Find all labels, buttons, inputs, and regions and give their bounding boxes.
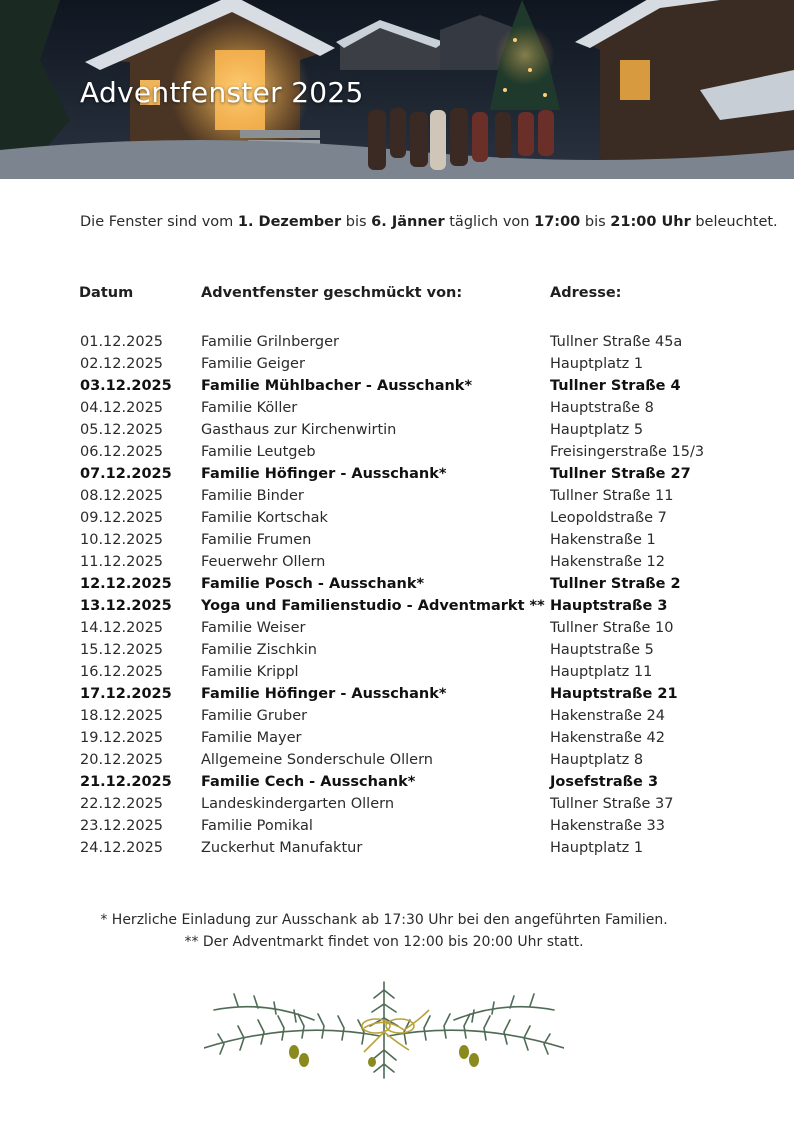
row-name: Yoga und Familienstudio - Adventmarkt ** [201, 598, 545, 614]
table-row [0, 487, 794, 509]
row-name: Familie Cech - Ausschank* [201, 774, 416, 790]
row-date: 20.12.2025 [80, 752, 164, 768]
row-address: Hauptplatz 1 [550, 356, 644, 372]
row-address: Hauptstraße 3 [550, 598, 668, 614]
row-date: 08.12.2025 [80, 488, 164, 504]
row-address: Hakenstraße 1 [550, 532, 656, 548]
row-date: 18.12.2025 [80, 708, 164, 724]
row-name: Familie Krippl [201, 664, 299, 680]
table-row [0, 839, 794, 861]
row-address: Josefstraße 3 [550, 774, 659, 790]
row-name: Familie Geiger [201, 356, 305, 372]
table-row [0, 421, 794, 443]
table-row [0, 663, 794, 685]
row-address: Hauptplatz 5 [550, 422, 644, 438]
row-address: Tullner Straße 4 [550, 378, 681, 394]
intro-from-time: 17:00 [534, 214, 581, 230]
intro-part5: beleuchtet. [690, 214, 778, 230]
row-date: 09.12.2025 [80, 510, 164, 526]
row-name: Zuckerhut Manufaktur [201, 840, 363, 856]
row-address: Tullner Straße 2 [550, 576, 681, 592]
row-date: 03.12.2025 [80, 378, 172, 394]
row-address: Hakenstraße 12 [550, 554, 665, 570]
schedule-table [0, 333, 794, 861]
intro-start-date: 1. Dezember [237, 214, 342, 230]
intro-text [80, 214, 778, 230]
intro-end-date: 6. Jänner [371, 214, 445, 230]
row-date: 24.12.2025 [80, 840, 164, 856]
row-name: Familie Zischkin [201, 642, 317, 658]
row-address: Hauptplatz 1 [550, 840, 644, 856]
row-address: Hauptstraße 8 [550, 400, 654, 416]
row-address: Hauptplatz 11 [550, 664, 653, 680]
intro-part3: täglich von [444, 214, 535, 230]
table-row [0, 575, 794, 597]
row-date: 23.12.2025 [80, 818, 164, 834]
page-title: Adventfenster 2025 [80, 76, 364, 109]
row-date: 19.12.2025 [80, 730, 164, 746]
row-address: Tullner Straße 11 [550, 488, 674, 504]
table-row [0, 751, 794, 773]
row-name: Familie Pomikal [201, 818, 313, 834]
header-banner [0, 0, 794, 179]
row-date: 13.12.2025 [80, 598, 172, 614]
row-name: Familie Weiser [201, 620, 306, 636]
table-row [0, 333, 794, 355]
row-name: Familie Binder [201, 488, 304, 504]
row-name: Familie Posch - Ausschank* [201, 576, 425, 592]
intro-to-time: 21:00 Uhr [610, 214, 691, 230]
table-row [0, 685, 794, 707]
row-address: Hauptstraße 5 [550, 642, 654, 658]
intro-part4: bis [580, 214, 611, 230]
table-row [0, 443, 794, 465]
row-date: 02.12.2025 [80, 356, 164, 372]
row-address: Hakenstraße 24 [550, 708, 665, 724]
row-name: Familie Grilnberger [201, 334, 339, 350]
row-date: 22.12.2025 [80, 796, 164, 812]
row-name: Familie Mühlbacher - Ausschank* [201, 378, 473, 394]
footnotes [0, 909, 768, 953]
column-header-date: Datum [79, 285, 134, 301]
row-name: Familie Kortschak [201, 510, 328, 526]
row-name: Gasthaus zur Kirchenwirtin [201, 422, 397, 438]
row-date: 06.12.2025 [80, 444, 164, 460]
column-header-address: Adresse: [550, 285, 622, 301]
row-date: 01.12.2025 [80, 334, 164, 350]
intro-part1: Die Fenster sind vom [80, 214, 238, 230]
table-row [0, 597, 794, 619]
row-date: 11.12.2025 [80, 554, 164, 570]
row-name: Familie Gruber [201, 708, 308, 724]
row-address: Freisingerstraße 15/3 [550, 444, 705, 460]
table-row [0, 399, 794, 421]
intro-part2: bis [341, 214, 372, 230]
pine-garland-decoration [204, 980, 564, 1080]
row-address: Hauptplatz 8 [550, 752, 644, 768]
row-name: Familie Höfinger - Ausschank* [201, 686, 447, 702]
table-row [0, 355, 794, 377]
row-address: Tullner Straße 10 [550, 620, 674, 636]
table-row [0, 795, 794, 817]
column-header-name: Adventfenster geschmückt von: [201, 285, 463, 301]
row-address: Tullner Straße 27 [550, 466, 691, 482]
row-date: 17.12.2025 [80, 686, 172, 702]
row-name: Familie Mayer [201, 730, 302, 746]
row-date: 04.12.2025 [80, 400, 164, 416]
row-date: 21.12.2025 [80, 774, 172, 790]
row-address: Hauptstraße 21 [550, 686, 678, 702]
table-row [0, 773, 794, 795]
row-name: Feuerwehr Ollern [201, 554, 326, 570]
footnote-ausschank: * Herzliche Einladung zur Ausschank ab 17:30 Uhr bei den angeführten Familien. [100, 912, 668, 928]
row-name: Landeskindergarten Ollern [201, 796, 395, 812]
table-row [0, 729, 794, 751]
row-date: 05.12.2025 [80, 422, 164, 438]
row-date: 16.12.2025 [80, 664, 164, 680]
table-row [0, 619, 794, 641]
row-name: Familie Frumen [201, 532, 312, 548]
row-address: Hakenstraße 33 [550, 818, 665, 834]
row-name: Familie Leutgeb [201, 444, 316, 460]
table-row [0, 465, 794, 487]
row-date: 07.12.2025 [80, 466, 172, 482]
table-row [0, 641, 794, 663]
table-row [0, 377, 794, 399]
row-name: Allgemeine Sonderschule Ollern [201, 752, 433, 768]
row-address: Hakenstraße 42 [550, 730, 665, 746]
row-date: 12.12.2025 [80, 576, 172, 592]
row-date: 15.12.2025 [80, 642, 164, 658]
table-row [0, 817, 794, 839]
table-row [0, 707, 794, 729]
table-row [0, 509, 794, 531]
row-date: 10.12.2025 [80, 532, 164, 548]
row-address: Tullner Straße 45a [550, 334, 683, 350]
row-address: Leopoldstraße 7 [550, 510, 667, 526]
row-name: Familie Höfinger - Ausschank* [201, 466, 447, 482]
table-row [0, 553, 794, 575]
row-name: Familie Köller [201, 400, 298, 416]
table-row [0, 531, 794, 553]
footnote-adventmarkt: ** Der Adventmarkt findet von 12:00 bis 20:00 Uhr statt. [184, 934, 584, 950]
row-date: 14.12.2025 [80, 620, 164, 636]
row-address: Tullner Straße 37 [550, 796, 674, 812]
